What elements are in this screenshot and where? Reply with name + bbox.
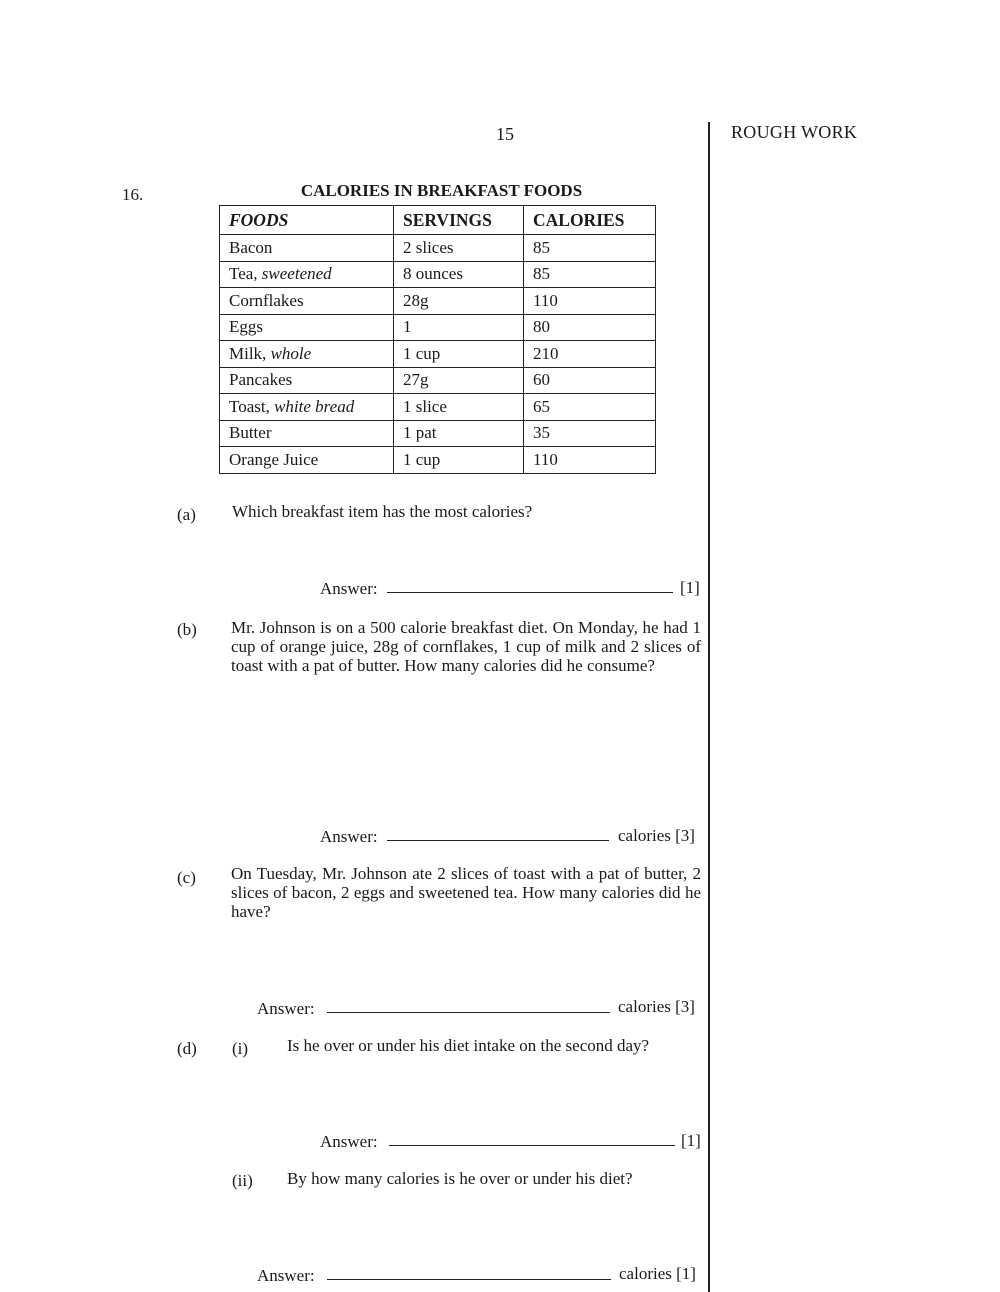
food-name: Tea, [229,264,258,284]
part-d-i-answer-line[interactable] [389,1145,675,1146]
part-d-i-question: Is he over or under his diet intake on the second day? [287,1036,650,1055]
calories-cell: 210 [524,341,656,368]
food-cell [220,447,394,474]
part-b-label: (b) [177,620,197,639]
calories-cell: 85 [524,235,656,262]
question-number: 16. [122,185,144,204]
table-row [220,420,656,447]
food-name: Pancakes [229,370,293,390]
part-b-marks: calories [3] [618,826,695,845]
part-c-answer-label: Answer: [257,999,315,1018]
serving-cell: 28g [394,288,524,315]
header-calories: CALORIES [524,206,656,235]
part-c-answer-line[interactable] [327,1012,610,1013]
food-name: Butter [229,423,272,443]
part-d-label: (d) [177,1039,197,1058]
page-number: 15 [496,124,514,144]
part-d-ii-marks: calories [1] [619,1264,696,1283]
part-c-label: (c) [177,868,196,887]
table-row [220,288,656,315]
part-d-ii-answer-label: Answer: [257,1266,315,1285]
serving-cell: 1 cup [394,341,524,368]
serving-cell: 1 cup [394,447,524,474]
food-cell [220,367,394,394]
food-cell [220,235,394,262]
calories-cell: 110 [524,447,656,474]
calories-cell: 65 [524,394,656,421]
serving-cell: 27g [394,367,524,394]
calories-cell: 85 [524,261,656,288]
part-a-answer-label: Answer: [320,579,378,598]
part-b-answer-label: Answer: [320,827,378,846]
food-name: Toast, [229,396,270,416]
part-a-question: Which breakfast item has the most calories? [232,502,533,521]
header-foods: FOODS [220,206,394,235]
part-d-ii-label: (ii) [232,1171,253,1190]
food-name: Cornflakes [229,290,304,310]
table-row [220,394,656,421]
part-a-label: (a) [177,505,196,524]
food-cell [220,420,394,447]
part-c-question: On Tuesday, Mr. Johnson ate 2 slices of toast with a pat of butter, 2 slices of bacon, 2 eggs and sweetened tea. How many calories did he have? [231,864,701,921]
part-a-marks: [1] [680,578,700,597]
food-cell [220,314,394,341]
table-row [220,314,656,341]
food-qualifier: white bread [274,396,355,416]
rough-work-divider [708,122,710,1292]
food-name: Bacon [229,237,273,257]
part-d-i-label: (i) [232,1039,249,1058]
table-header-row [220,206,656,235]
serving-cell: 2 slices [394,235,524,262]
serving-cell: 8 ounces [394,261,524,288]
food-cell [220,394,394,421]
food-name: Orange Juice [229,449,319,469]
table-row [220,341,656,368]
food-cell [220,341,394,368]
calories-table [219,205,656,474]
table-title: CALORIES IN BREAKFAST FOODS [300,181,583,200]
table-body [220,235,656,474]
food-qualifier: sweetened [261,264,332,284]
table-row [220,235,656,262]
table-row [220,367,656,394]
part-b-question: Mr. Johnson is on a 500 calorie breakfast diet. On Monday, he had 1 cup of orange juice, 28g of cornflakes, 1 cup of milk and 2 slices of toast with a pat of butter. How many calories did he consume? [231,618,701,675]
part-b-answer-line[interactable] [387,840,609,841]
part-d-ii-question: By how many calories is he over or under his diet? [287,1169,633,1188]
part-d-i-answer-label: Answer: [320,1132,378,1151]
table-row [220,447,656,474]
food-cell [220,261,394,288]
food-cell [220,288,394,315]
part-d-i-marks: [1] [681,1131,701,1150]
part-a-answer-line[interactable] [387,592,673,593]
calories-cell: 35 [524,420,656,447]
serving-cell: 1 [394,314,524,341]
food-qualifier: whole [270,343,312,363]
serving-cell: 1 pat [394,420,524,447]
food-name: Eggs [229,317,263,337]
food-name: Milk, [229,343,267,363]
table-row [220,261,656,288]
calories-cell: 80 [524,314,656,341]
serving-cell: 1 slice [394,394,524,421]
header-servings: SERVINGS [394,206,524,235]
part-d-ii-answer-line[interactable] [327,1279,611,1280]
rough-work-heading: ROUGH WORK [731,122,858,142]
calories-cell: 110 [524,288,656,315]
calories-cell: 60 [524,367,656,394]
part-c-marks: calories [3] [618,997,695,1016]
